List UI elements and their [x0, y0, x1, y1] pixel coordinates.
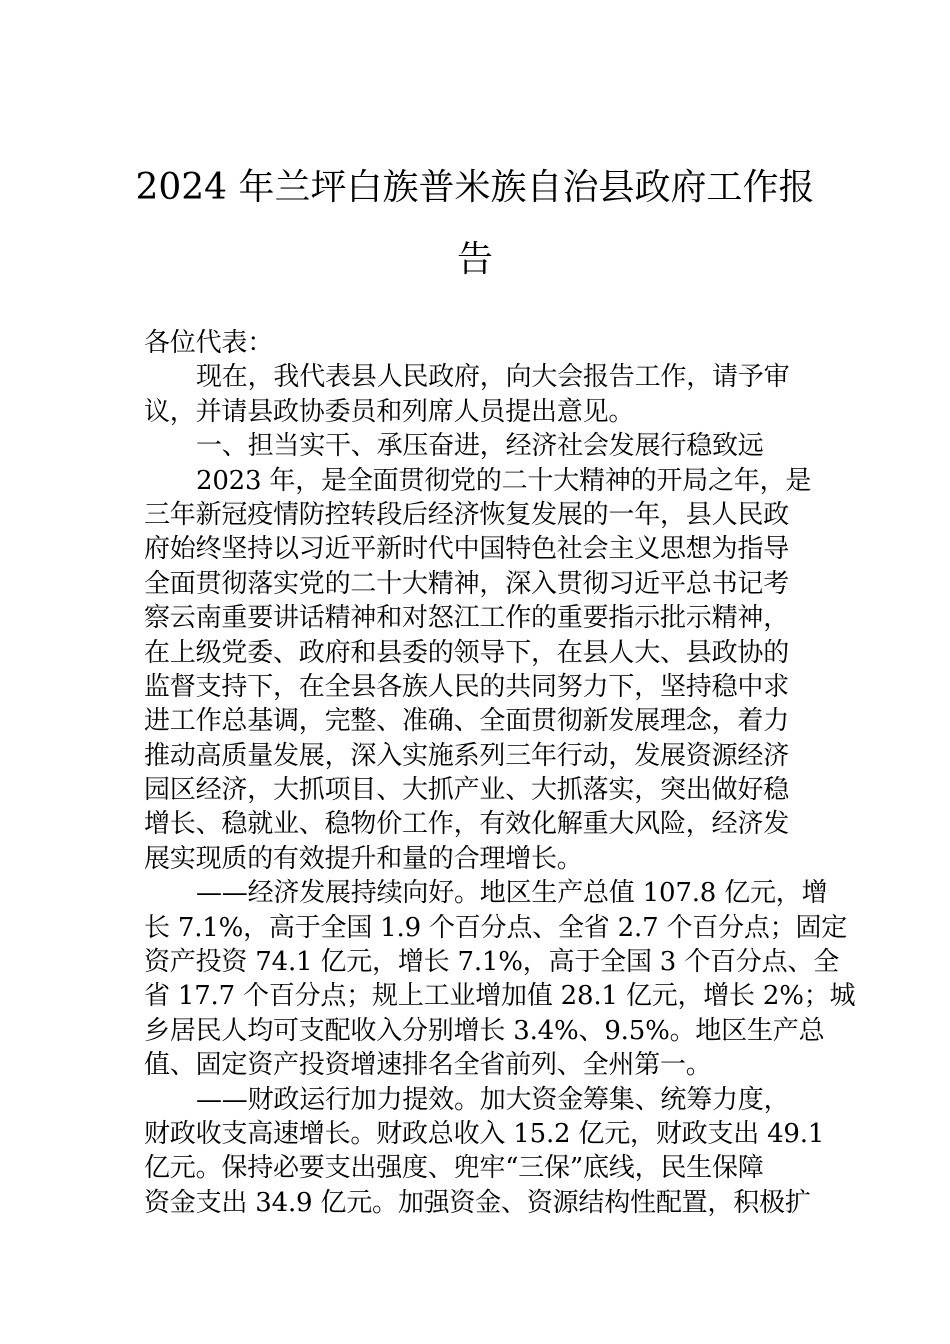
paragraph-line: 议，并请县政协委员和列席人员提出意见。 — [144, 396, 635, 427]
document-title — [120, 152, 830, 296]
paragraph-line: 进工作总基调，完整、准确、全面贯彻新发展理念，着力 — [144, 706, 790, 737]
paragraph-line: 察云南重要讲话精神和对怒江工作的重要指示批示精神， — [144, 603, 790, 634]
paragraph-line: 资产投资 74.1 亿元，增长 7.1%，高于全国 3 个百分点、全 — [144, 947, 840, 978]
paragraph-line: 省 17.7 个百分点；规上工业增加值 28.1 亿元，增长 2%；城 — [144, 981, 856, 1012]
salutation: 各位代表： — [144, 328, 274, 358]
paragraph-line: 在上级党委、政府和县委的领导下，在县人大、县政协的 — [144, 637, 790, 668]
paragraph-line: 值、固定资产投资增速排名全省前列、全州第一。 — [144, 1050, 712, 1081]
paragraph-line: 现在，我代表县人民政府，向大会报告工作，请予审 — [196, 362, 790, 393]
paragraph-line: 三年新冠疫情防控转段后经济恢复发展的一年，县人民政 — [144, 499, 790, 530]
paragraph-line: 展实现质的有效提升和量的合理增长。 — [144, 843, 583, 874]
paragraph-line: 推动高质量发展，深入实施系列三年行动，发展资源经济 — [144, 740, 790, 771]
paragraph-line: ——财政运行加力提效。加大资金筹集、统筹力度， — [196, 1084, 790, 1115]
paragraph-line: 全面贯彻落实党的二十大精神，深入贯彻习近平总书记考 — [144, 568, 790, 599]
paragraph-line: 财政收支高速增长。财政总收入 15.2 亿元，财政支出 49.1 — [144, 1118, 825, 1149]
paragraph-line: 2023 年，是全面贯彻党的二十大精神的开局之年，是 — [196, 465, 812, 496]
paragraph-line: 监督支持下，在全县各族人民的共同努力下，坚持稳中求 — [144, 671, 790, 702]
paragraph-line: 府始终坚持以习近平新时代中国特色社会主义思想为指导 — [144, 534, 790, 565]
paragraph-line: 园区经济，大抓项目、大抓产业、大抓落实，突出做好稳 — [144, 775, 790, 806]
section-heading: 一、担当实干、承压奋进，经济社会发展行稳致远 — [196, 431, 764, 462]
title-line-2: 告 — [456, 239, 493, 280]
paragraph-line: 资金支出 34.9 亿元。加强资金、资源结构性配置，积极扩 — [144, 1187, 811, 1218]
document-body — [144, 326, 856, 1220]
paragraph-line: 增长、稳就业、稳物价工作，有效化解重大风险，经济发 — [144, 809, 790, 840]
paragraph-line: 乡居民人均可支配收入分别增长 3.4%、9.5%。地区生产总 — [144, 1015, 825, 1046]
paragraph-line: 亿元。保持必要支出强度、兜牢“三保”底线，民生保障 — [144, 1153, 764, 1184]
paragraph-line: 长 7.1%，高于全国 1.9 个百分点、全省 2.7 个百分点；固定 — [144, 912, 848, 943]
paragraph-line: ——经济发展持续向好。地区生产总值 107.8 亿元，增 — [196, 878, 828, 909]
title-line-1: 2024 年兰坪白族普米族自治县政府工作报 — [135, 167, 815, 208]
